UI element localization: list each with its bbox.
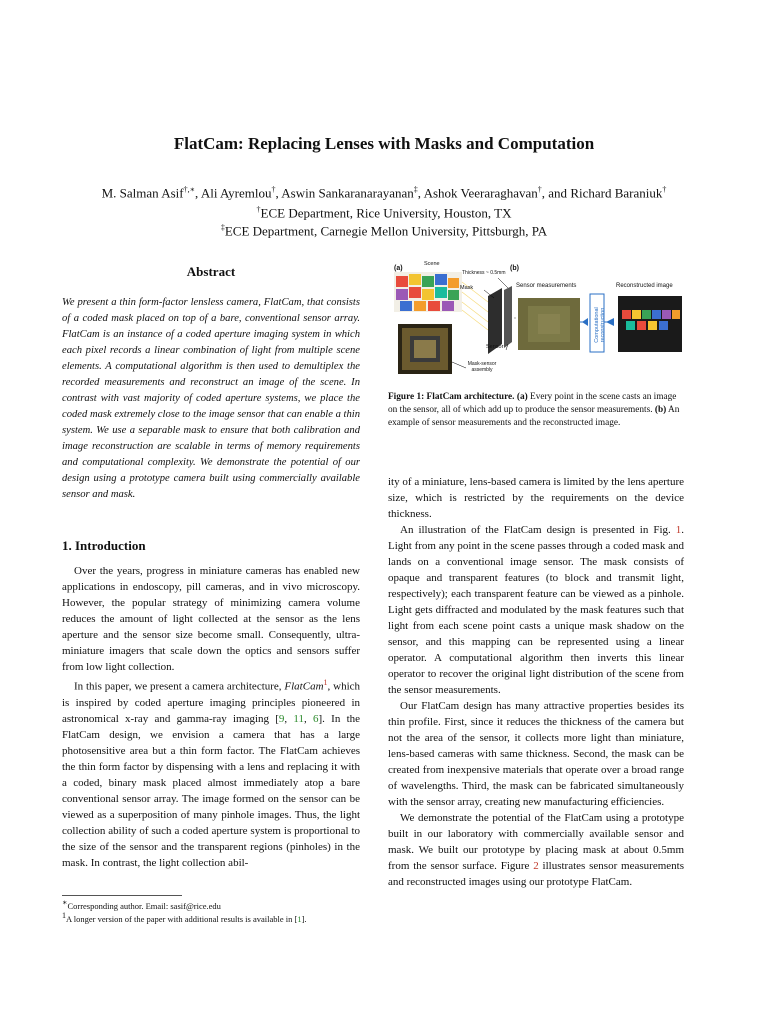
right-column-body bbox=[388, 474, 684, 890]
text-run: , bbox=[284, 712, 294, 725]
author-mark: † bbox=[662, 185, 667, 194]
text-run: An illustration of the FlatCam design is presented in Fig. bbox=[400, 524, 676, 536]
comp-label-line: reconstruction bbox=[600, 307, 606, 343]
sensor-plate bbox=[504, 286, 512, 348]
footnote-ref[interactable]: 1 bbox=[323, 678, 328, 687]
author: Ali Ayremlou bbox=[200, 185, 272, 201]
author: Aswin Sankaranarayanan bbox=[281, 185, 414, 201]
citation-link[interactable]: 1 bbox=[297, 913, 302, 924]
assembly-label-line: assembly bbox=[471, 367, 493, 373]
caption-tag-b: (b) bbox=[654, 405, 667, 415]
figure-ref-link[interactable]: 2 bbox=[533, 860, 539, 872]
abstract-heading: Abstract bbox=[186, 264, 236, 279]
author-mark: † bbox=[537, 185, 542, 194]
col2-paragraph-3 bbox=[388, 810, 684, 890]
citation-link[interactable]: 9 bbox=[278, 712, 285, 725]
text-run: . Light from any point in the scene passes through a coded mask and lands on a conventional image sensor. The mask consists of opaque and transparent features (to block and transmit light, respectively); each transparent feature can be viewed as a pinhole. Light gets diffracted and modulated by the mask features such that light from each scene point casts a unique mask shadow on the sensor, and this mapping can be represented using a linear operator. A computational algorithm then inverts this linear operator to recover the original light distribution of the scene from the sensor measurements. bbox=[388, 524, 684, 696]
text-run: , which is inspired by coded aperture imaging principles pioneered in astronomical x-ray and gamma-ray imaging [ bbox=[62, 680, 361, 725]
text-run: illustrates sensor measurements and reconstructed images using our prototype FlatCam. bbox=[388, 860, 684, 888]
footnote-text: A longer version of the paper with additional results is available in [ bbox=[66, 913, 298, 924]
thickness-callout bbox=[498, 278, 508, 288]
flatcam-term: FlatCam bbox=[284, 680, 324, 693]
assembly-label-line: Mask-sensor bbox=[467, 361, 497, 367]
sensor-label: Sensor bbox=[486, 344, 504, 350]
affiliation-mark: † bbox=[256, 205, 261, 214]
section-heading-introduction: 1. Introduction bbox=[62, 538, 146, 553]
author-mark: ‡ bbox=[413, 185, 418, 194]
citation-link[interactable]: 6 bbox=[313, 712, 319, 725]
caption-text: An example of sensor measurements and the reconstructed image. bbox=[388, 405, 680, 428]
citation-link[interactable]: 11 bbox=[293, 712, 305, 725]
caption-text: Every point in the scene casts an image on the sensor, all of which add up to produce the sensor measurements. bbox=[388, 392, 677, 415]
text-run: We demonstrate the potential of the FlatCam using a prototype built in our laboratory with commercially available sensor and mask. We built our prototype by placing mask at about 0.5mm from the sensor surface. Figure bbox=[388, 812, 684, 872]
abstract-text: We present a thin form-factor lensless camera, FlatCam, that consists of a coded mask placed on top of a bare, conventional sensor array. FlatCam is an instance of a coded aperture imaging system in which each pixel records a linear combination of light from multiple scene elements. A computational algorithm is then used to demultiplex the recorded measurements and reconstruct an image of the scene. In contrast with vast majority of coded aperture systems, we place the coded mask extremely close to the image sensor that can enable a thin system. We use a separable mask to ensure that both calibration and image reconstruction are scalable in terms of memory requirements and computational complexity. We demonstrate the potential of our design using a prototype camera built using commercially available sensor and mask. bbox=[62, 297, 360, 500]
separator: , and bbox=[541, 185, 571, 201]
author: M. Salman Asif bbox=[101, 185, 184, 201]
scene-blocks bbox=[394, 272, 462, 312]
affiliation-text: ECE Department, Carnegie Mellon University, Pittsburgh, PA bbox=[224, 223, 548, 239]
reconstructed-image-label: Reconstructed image bbox=[616, 283, 673, 289]
footnote-1 bbox=[62, 898, 372, 911]
figure-1-caption bbox=[388, 391, 686, 430]
footnote-text: ]. bbox=[301, 913, 307, 924]
col2-paragraph-2: Our FlatCam design has many attractive properties besides its thin profile. First, since it reduces the thickness of the camera but not the area of the sensor, it collects more light than miniature, lens-based cameras with same thickness. Second, the mask can be created from inexpensive materials that operate over a broad range of wavelengths. Third, the mask can be fabricated simultaneously with the sensor array, creating new manufacturing efficiencies. bbox=[388, 700, 684, 808]
author-list bbox=[0, 185, 768, 201]
affiliation-mark: ‡ bbox=[220, 223, 225, 232]
text-run: ]. In the FlatCam design, we envision a camera that has a large photosensitive area but a thin form factor. The FlatCam achieves the thin form factor by dispensing with a lens and replacing it with a coded, binary mask placed almost immediately atop a bare conventional sensor array. The image formed on the sensor can be viewed as a superposition of many pinhole images. Thus, the light collection ability of such a coded aperture system is proportional to the size of the sensor and the transparent regions (pinholes) in the mask. In contrast, the light collection abil- bbox=[62, 712, 361, 869]
computational-reconstruction-label bbox=[594, 293, 606, 357]
col2-paragraph-1 bbox=[388, 522, 684, 698]
separator: , bbox=[275, 185, 282, 201]
sensor-measurements-label: Sensor measurements bbox=[516, 283, 577, 289]
figure-1 bbox=[388, 258, 688, 386]
separator: , bbox=[195, 185, 201, 201]
text-run: , bbox=[304, 712, 314, 725]
affiliation-text: ECE Department, Rice University, Houston, TX bbox=[260, 205, 512, 221]
intro-paragraph-2 bbox=[62, 675, 360, 871]
affiliation-rice bbox=[0, 205, 768, 221]
affiliation-cmu bbox=[0, 223, 768, 239]
caption-tag-a: (a) bbox=[516, 392, 528, 402]
figure-label-b: (b) bbox=[510, 265, 519, 272]
intro-paragraph-1: Over the years, progress in miniature cameras has enabled new applications in endoscopy, pill cameras, and in vivo microscopy. However, the popular strategy of minimizing camera volume reduces the amount of light collected at the sensor as the lens aperture and the sensor size become small. Consequently, ultra-miniature imagers that scale down the optics and sensors suffer from low light collection. bbox=[62, 565, 360, 673]
mask-label: Mask bbox=[460, 285, 474, 291]
col2-paragraph-continued: ity of a miniature, lens-based camera is limited by the lens aperture size, which is restricted by the requirements on the device thickness. bbox=[388, 476, 684, 520]
footnote-mark: 1 bbox=[62, 911, 66, 920]
footnote-divider bbox=[62, 895, 182, 896]
scene-label: Scene bbox=[424, 261, 440, 267]
text-run: In this paper, we present a camera architecture, bbox=[74, 680, 285, 693]
paper-title: FlatCam: Replacing Lenses with Masks and Computation bbox=[173, 134, 595, 153]
separator: , bbox=[417, 185, 424, 201]
footnote-2 bbox=[62, 911, 372, 924]
author: Richard Baraniuk bbox=[570, 185, 663, 201]
comp-label-line: Computational bbox=[594, 307, 600, 343]
footnote-mark: ∗ bbox=[62, 898, 68, 907]
footnote-text: Corresponding author. Email: sasif@rice.edu bbox=[67, 900, 221, 911]
figure-label-a: (a) bbox=[394, 265, 403, 272]
thickness-label: Thickness ~ 0.5mm bbox=[462, 270, 506, 276]
author: Ashok Veeraraghavan bbox=[423, 185, 538, 201]
figure-ref-link[interactable]: 1 bbox=[675, 524, 682, 536]
assembly-label bbox=[464, 361, 500, 373]
caption-title: Figure 1: FlatCam architecture. bbox=[388, 392, 517, 402]
left-column-body bbox=[62, 563, 360, 871]
figure-1-illustration bbox=[388, 258, 688, 386]
author-mark: †,∗ bbox=[183, 185, 196, 194]
author-mark: † bbox=[271, 185, 276, 194]
